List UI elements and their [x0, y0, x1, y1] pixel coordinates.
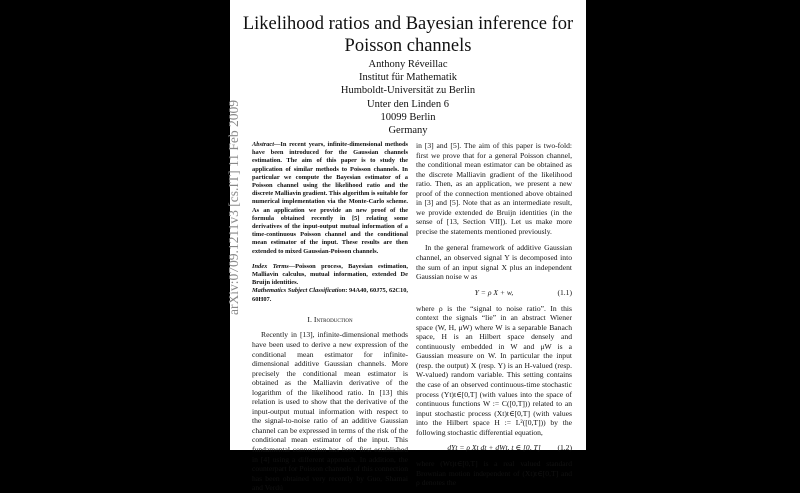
affiliation-line: Humboldt-Universität zu Berlin — [340, 85, 476, 97]
equation-1-2 — [416, 440, 572, 456]
equation-number: (1.1) — [557, 287, 572, 297]
arxiv-sidebar — [226, 90, 242, 320]
title-line-2: Poisson channels — [344, 36, 472, 56]
arxiv-stamp: arXiv:0709.1211v3 [cs.IT] 11 Feb 2009 — [226, 100, 241, 315]
index-terms-label: Index Terms — [252, 262, 289, 270]
affiliation-line: Unter den Linden 6 — [367, 98, 449, 110]
paper-page — [230, 0, 586, 493]
equation-text: dYt = ρ Xt dt + dWt, t ∈ [0, T] — [447, 443, 541, 453]
abstract — [252, 141, 408, 256]
author-block — [230, 58, 586, 137]
equation-text: Y = ρ X + w, — [474, 287, 514, 297]
msc-text: : 94A40, 60J75, 62C10, 60H07. — [252, 287, 409, 303]
author-name: Anthony Réveillac — [368, 59, 448, 70]
affiliation-line: 10099 Berlin — [380, 111, 436, 123]
left-column — [252, 141, 408, 493]
equation-number: (1.2) — [557, 443, 572, 453]
affiliation-line: Institut für Mathematik — [359, 72, 457, 84]
body-paragraph: in [3] and [5]. The aim of this paper is two-fold: first we prove that for a general Poisson channel, the conditional mean estimator can be obtained as the discrete Malliavin gradient of the likelihood ratio. Then, as an application, we present a new proof of the connection mentioned above obtained in [3] and [5]. Note that as an intermediate result, we provide extended de Bruijn identities (in the sense of [13, Section VII]). Let us make more precise the statements mentioned previously. — [416, 141, 572, 236]
body-paragraph: where ρ is the “signal to noise ratio”. In this context the signals “lie” in an abstract Wiener space (W, H, μW) where W is a separable Banach space, H is an Hilbert space densely and continuously embedded in W and μW is a Gaussian measure on W. In particular the input (resp. the output) X (resp. Y) is an H-valued (resp. W-valued) random variable. This setting contains the case of an observed continuous-time stochastic process (Yt)t∈[0,T] (with values into the space of continuous functions W := C([0,T])) related to an input stochastic process (Xt)t∈[0,T] (with values into the Hilbert space H := L²([0,T])) by the following stochastic differential equation, — [416, 303, 572, 437]
intro-paragraph: Recently in [13], infinite-dimensional methods have been used to derive a new expression of the conditional mean estimator for infinite-dimensional additive Gaussian channels. More precisely the conditional mean estimator is obtained as the Malliavin derivative of the logarithm of the likelihood ratio. In [13] this relation is used to show that the derivative of the input-output mutual information with respect to the signal-to-noise ratio of an additive Gaussian channel can be expressed in terms of the risk of the conditional mean estimator of the input. This fundamental connection has been first established in [4] using a different approach. In addition, the counterpart for Poisson channels of this connection has been obtained very recently by Guo, Shamai and Verdú — [252, 330, 408, 493]
affiliation-line: Germany — [388, 125, 428, 137]
section-heading: I. Introduction — [307, 314, 353, 324]
msc-label: Mathematics Subject Classification — [252, 287, 346, 295]
index-terms-text: —Poisson process, Bayesian estimation, Malliavin calculus, mutual information, extended De Bruijn identities. — [252, 262, 409, 287]
body-paragraph: In the general framework of additive Gaussian channel, an observed signal Y is decomposed into the sum of an input signal X plus an independent Gaussian noise w as — [416, 243, 572, 282]
title-line-1: Likelihood ratios and Bayesian inference for — [242, 14, 574, 34]
right-column — [416, 141, 572, 488]
abstract-text: —In recent years, infinite-dimensional methods have been introduced for the Gaussian channels estimation. The aim of this paper is to study the application of similar methods to Poisson channels. In particular we compute the Bayesian estimator of a Poisson channel using the likelihood ratio and the discrete Malliavin gradient. This algorithm is suitable for numerical implementation via the Monte-Carlo scheme. As an application we provide an new proof of the formula obtained recently in [5] relating some derivatives of the input-output mutual information of a time-continuous Poisson channel and the conditional mean estimator of the input. These results are then extended to mixed Gaussian-Poisson channels. — [252, 141, 408, 255]
paper-title — [230, 13, 586, 57]
msc-classification — [252, 287, 408, 303]
equation-1-1 — [416, 285, 572, 301]
index-terms — [252, 263, 408, 288]
body-paragraph: where (Wt)t∈[0,T] is a real valued standard Brownian motion independent of (Xt)t∈[0,T] and ρ denotes the — [416, 459, 572, 488]
abstract-label: Abstract — [252, 141, 275, 148]
